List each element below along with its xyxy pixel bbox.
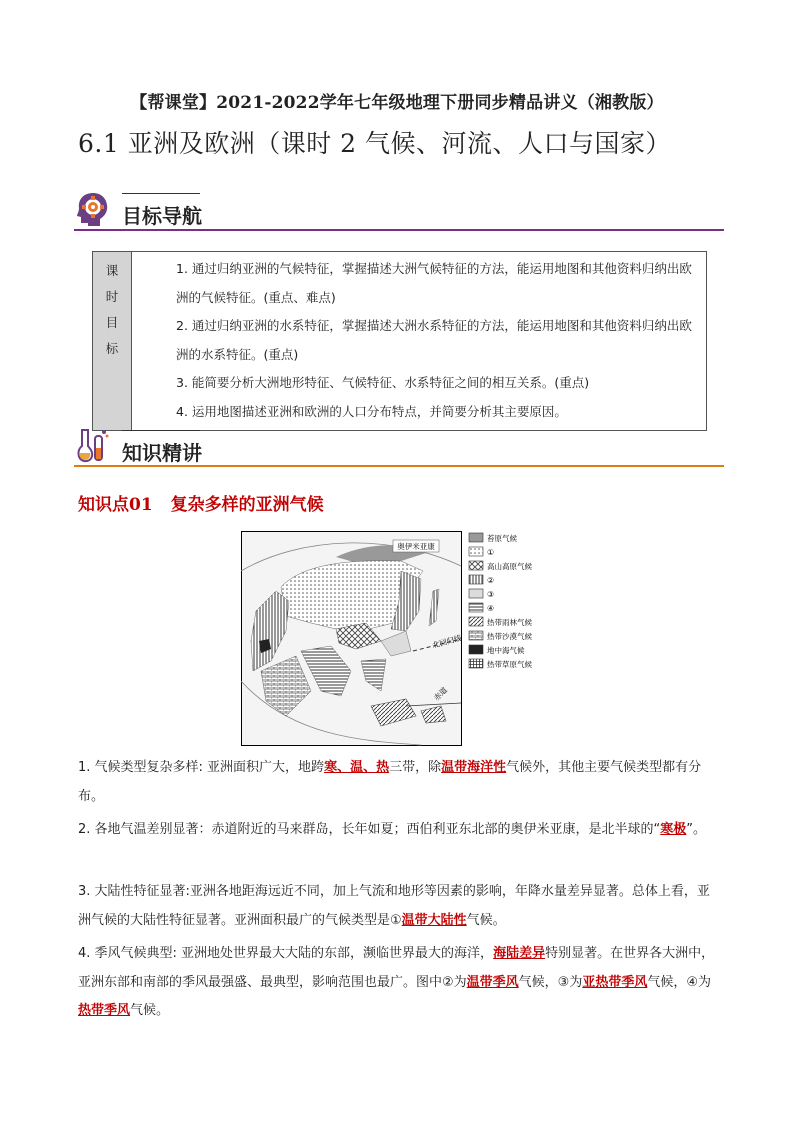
highlight-answer: 寒极 — [660, 822, 687, 837]
goals-list — [132, 252, 707, 431]
highlight-answer: 寒、温、热 — [324, 760, 390, 775]
legend-item: ① — [487, 548, 495, 557]
goals-label-char: 标 — [105, 341, 119, 356]
map-label-tropic: 北回归线 — [431, 633, 463, 650]
paragraph-4 — [78, 940, 718, 1026]
goals-label — [93, 252, 132, 431]
knowledge-point-number: 知识点01 — [78, 495, 153, 515]
text-run: 气候外，其他主要气候类型都有分布。 — [78, 760, 702, 804]
text-run: 气候。 — [130, 1003, 170, 1018]
knowledge-point-heading — [78, 490, 324, 515]
legend-item: ④ — [487, 604, 495, 613]
goals-label-char: 时 — [105, 289, 119, 304]
text-run: 气候，③为 — [518, 974, 583, 990]
paragraph-1 — [78, 754, 718, 811]
map-legend — [469, 533, 532, 669]
goal-item: 2. 通过归纳亚洲的水系特征，掌握描述大洲水系特征的方法，能运用地图和其他资料归纳出欧洲的水系特征。(重点) — [176, 318, 692, 362]
section-accent-line — [122, 430, 200, 431]
page-header: 【帮课堂】2021-2022学年七年级地理下册同步精品讲义（湘教版） — [130, 93, 664, 113]
legend-item: 热带雨林气候 — [487, 618, 532, 627]
legend-item: 地中海气候 — [487, 646, 525, 655]
section-accent-line — [122, 193, 200, 194]
highlight-answer: 亚热带季风 — [582, 974, 648, 990]
goals-label-char: 目 — [105, 315, 119, 330]
legend-item: 热带沙漠气候 — [487, 632, 532, 641]
brain-gear-icon — [74, 190, 112, 228]
asia-climate-map — [241, 531, 553, 746]
text-run: 3. 大陆性特征显著:亚洲各地距海远近不同，加上气流和地形等因素的影响，年降水量差异显著。总体上看，亚洲气候的大陆性特征显著。亚洲面积最广的气候类型是① — [78, 884, 710, 928]
goals-label-char: 课 — [105, 263, 119, 278]
text-run: ”。 — [686, 822, 707, 837]
goal-item: 3. 能简要分析大洲地形特征、气候特征、水系特征之间的相互关系。(重点) — [176, 375, 590, 391]
paragraph-2 — [78, 816, 718, 845]
text-run: 气候，④为 — [647, 974, 711, 990]
highlight-answer: 温带海洋性 — [441, 760, 507, 775]
legend-item: ② — [487, 576, 495, 585]
map-label-equator: 赤道 — [432, 685, 450, 703]
text-run: 4. 季风气候典型: 亚洲地处世界最大大陆的东部，濒临世界最大的海洋， — [78, 946, 494, 961]
paragraph-3 — [78, 878, 718, 935]
section-title-knowledge: 知识精讲 — [122, 441, 202, 465]
text-run: 三带，除 — [389, 760, 442, 775]
section-rule-knowledge — [74, 465, 724, 467]
text-run: 气候。 — [466, 912, 506, 928]
knowledge-point-title: 复杂多样的亚洲气候 — [170, 495, 324, 515]
legend-item: 热带草原气候 — [487, 660, 532, 669]
highlight-answer: 热带季风 — [78, 1003, 131, 1018]
highlight-answer: 海陆差异 — [493, 946, 546, 961]
legend-item: 高山高原气候 — [487, 562, 532, 571]
highlight-answer: 温带季风 — [466, 974, 519, 990]
lesson-title: 6.1 亚洲及欧洲（课时 2 气候、河流、人口与国家） — [78, 129, 672, 158]
text-run: 特别显著。在世界各大洲中，亚洲东部和南部的季风最强盛、最典型，影响范围也最广。图中②为 — [78, 946, 715, 990]
text-run: 1. 气候类型复杂多样: 亚洲面积广大，地跨 — [78, 760, 325, 775]
map-label-oymyakon: 奥伊米亚康 — [397, 542, 435, 551]
goals-table — [92, 251, 707, 431]
goal-item: 1. 通过归纳亚洲的气候特征，掌握描述大洲气候特征的方法，能运用地图和其他资料归纳出欧洲的气候特征。(重点、难点) — [176, 261, 692, 305]
legend-item: 苔原气候 — [487, 534, 517, 543]
legend-item: ③ — [487, 590, 495, 599]
section-rule-goals — [74, 229, 724, 231]
text-run: 2. 各地气温差别显著：赤道附近的马来群岛，长年如夏；西伯利亚东北部的奥伊米亚康，是北半球的“ — [78, 822, 661, 837]
goal-item: 4. 运用地图描述亚洲和欧洲的人口分布特点，并简要分析其主要原因。 — [176, 403, 567, 419]
flask-icon — [74, 426, 112, 464]
highlight-answer: 温带大陆性 — [401, 912, 467, 928]
section-title-goals: 目标导航 — [122, 204, 202, 228]
